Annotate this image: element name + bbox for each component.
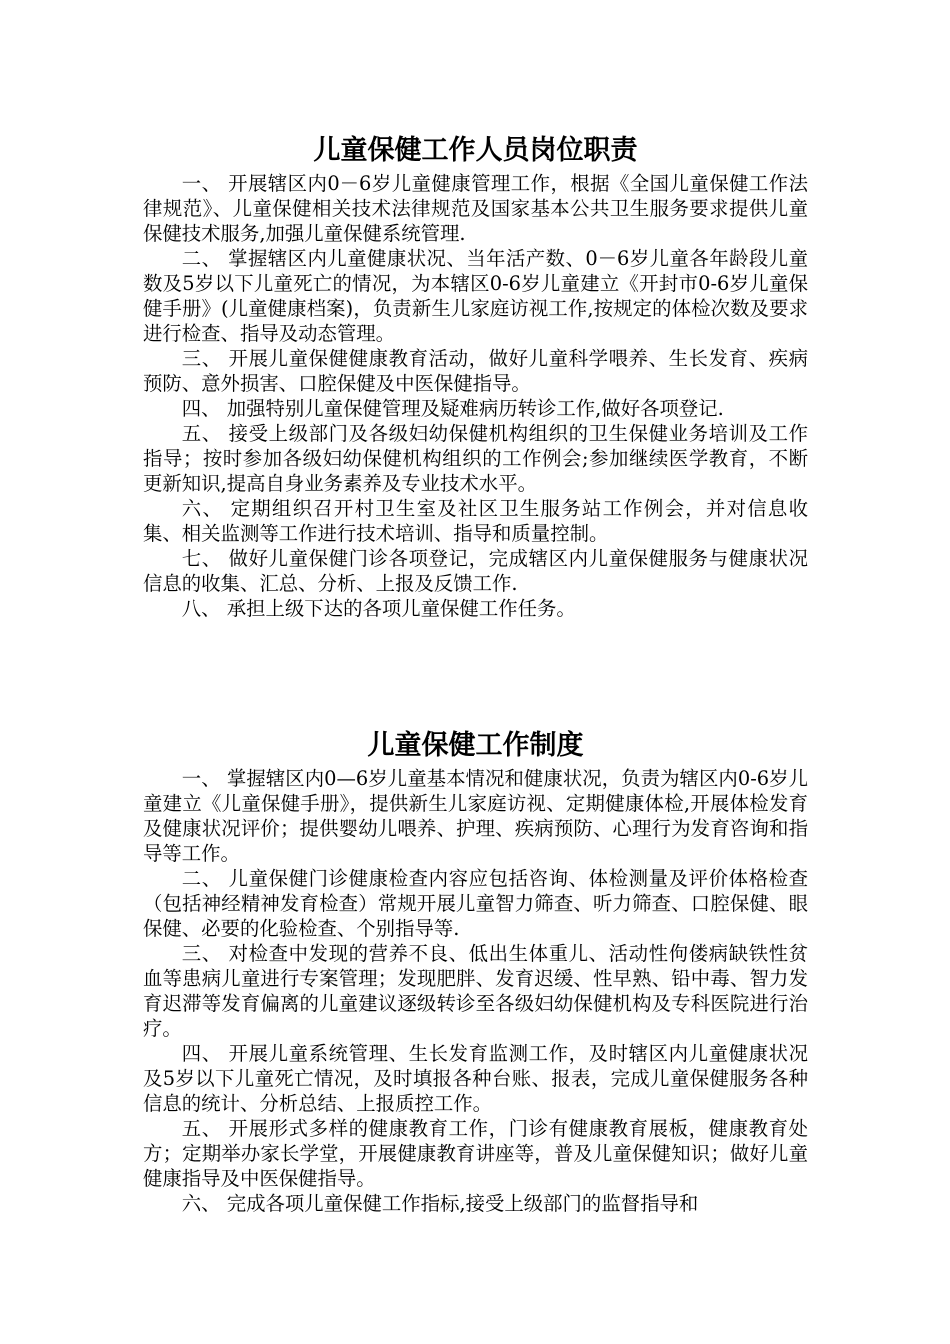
section-job-duties (143, 131, 808, 621)
paragraph: 五、 开展形式多样的健康教育工作，门诊有健康教育展板，健康教育处方；定期举办家长学堂，开展健康教育讲座等，普及儿童保健知识；做好儿童健康指导及中医保健指导。 (143, 1117, 808, 1190)
paragraph: 三、 开展儿童保健健康教育活动，做好儿童科学喂养、生长发育、疾病预防、意外损害、口腔保健及中医保健指导。 (143, 347, 808, 395)
paragraph: 六、 完成各项儿童保健工作指标,接受上级部门的监督指导和 (181, 1192, 699, 1215)
paragraph: 八、 承担上级下达的各项儿童保健工作任务。 (181, 597, 576, 620)
paragraph: 二、 儿童保健门诊健康检查内容应包括咨询、体检测量及评价体格检查（包括神经精神发育检查）常规开展儿童智力筛查、听力筛查、口腔保健、眼保健、必要的化验检查、个别指导等. (143, 867, 808, 940)
section-work-system (143, 726, 808, 1216)
paragraph: 四、 开展儿童系统管理、生长发育监测工作，及时辖区内儿童健康状况及5岁以下儿童死亡情况，及时填报各种台账、报表，完成儿童保健服务各种信息的统计、分析总结、上报质控工作。 (143, 1042, 808, 1115)
paragraph: 三、 对检查中发现的营养不良、低出生体重儿、活动性佝偻病缺铁性贫血等患病儿童进行专案管理；发现肥胖、发育迟缓、性早熟、铅中毒、智力发育迟滞等发育偏离的儿童建议逐级转诊至各级妇幼保健机构及专科医院进行治疗。 (143, 942, 808, 1040)
paragraph: 七、 做好儿童保健门诊各项登记，完成辖区内儿童保健服务与健康状况信息的收集、汇总、分析、上报及反馈工作. (143, 547, 808, 595)
paragraph: 四、 加强特别儿童保健管理及疑难病历转诊工作,做好各项登记. (181, 397, 724, 420)
paragraph: 一、 开展辖区内0－6岁儿童健康管理工作，根据《全国儿童保健工作法律规范》、儿童保健相关技术法律规范及国家基本公共卫生服务要求提供儿童保健技术服务,加强儿童保健系统管理. (143, 172, 808, 245)
paragraph: 一、 掌握辖区内0—6岁儿童基本情况和健康状况，负责为辖区内0-6岁儿童建立《儿童保健手册》，提供新生儿家庭访视、定期健康体检,开展体检发育及健康状况评价；提供婴幼儿喂养、护理、疾病预防、心理行为发育咨询和指导等工作。 (143, 767, 808, 865)
paragraph: 五、 接受上级部门及各级妇幼保健机构组织的卫生保健业务培训及工作指导；按时参加各级妇幼保健机构组织的工作例会;参加继续医学教育，不断更新知识,提高自身业务素养及专业技术水平。 (143, 422, 808, 495)
paragraph: 二、 掌握辖区内儿童健康状况、当年活产数、0－6岁儿童各年龄段儿童数及5岁以下儿童死亡的情况，为本辖区0-6岁儿童建立《开封市0-6岁儿童保健手册》(儿童健康档案)，负责新生儿家庭访视工作,按规定的体检次数及要求进行检查、指导及动态管理。 (143, 247, 808, 345)
paragraph: 六、 定期组织召开村卫生室及社区卫生服务站工作例会，并对信息收集、相关监测等工作进行技术培训、指导和质量控制。 (143, 497, 808, 545)
section-title: 儿童保健工作制度 (367, 730, 584, 761)
section-title: 儿童保健工作人员岗位职责 (313, 135, 638, 166)
